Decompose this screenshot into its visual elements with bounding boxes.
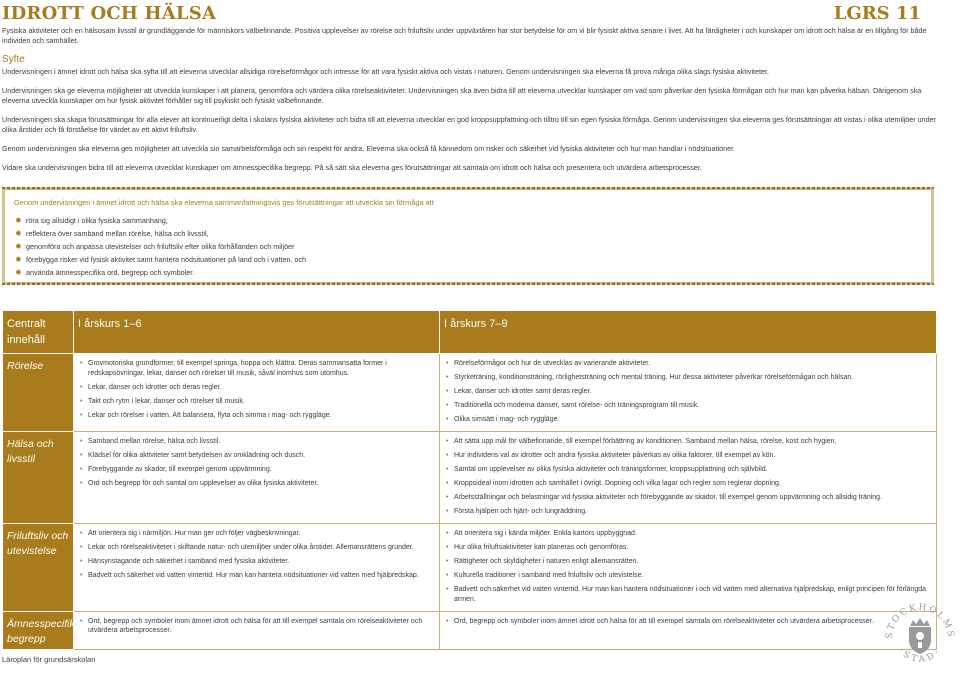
syfte-paragraph-3: Undervisningen ska skapa förutsättningar för alla elever att kontinuerligt delta i skolans fysiska aktiviteter och bidra till att eleverna utvecklar en god kroppsuppfattning och tilltro till sin egen fysiska förmåga. Genom undervisningen ska eleverna ges förutsättningar att vistas i olika utemiljöer under olika årstider och få förståelse för värdet av ett aktivt friluftsliv. <box>2 115 937 134</box>
list-item: • Lekar och rörelseaktiviteter i skiftande natur- och utemiljöer under olika årstider. Allemansrättens grunder. <box>78 543 435 553</box>
list-item: • Kroppsideal inom idrotten och samhället i övrigt. Dopning och vilka lagar och regler som reglerar dopning. <box>444 479 932 489</box>
list-item: • Olika simsätt i mag- och ryggläge. <box>444 415 932 425</box>
list-item: • Kulturella traditioner i samband med friluftsliv och utevistelse. <box>444 571 932 581</box>
list-item: • Att orientera sig i närmiljön. Hur man ger och följer vägbeskrivningar. <box>78 529 435 539</box>
row-label-rorelse: Rörelse <box>3 354 74 432</box>
list-item: • Traditionella och moderna danser, samt rörelse- och träningsprogram till musik. <box>444 401 932 411</box>
sun-bullet-icon: ✹ <box>15 229 22 238</box>
cell-grades-1-6 <box>74 354 440 432</box>
table-row <box>3 432 937 524</box>
goal-item: ✹ använda ämnesspecifika ord, begrepp och symboler. <box>15 268 195 277</box>
list-item: • Förebyggande av skador, till exempel genom uppvärmning. <box>78 465 435 475</box>
list-item: • Samband mellan rörelse, hälsa och livsstil. <box>78 437 435 447</box>
goal-item: ✹ reflektera över samband mellan rörelse, hälsa och livsstil, <box>15 229 209 238</box>
cell-grades-1-6 <box>74 611 440 649</box>
list-item: • Takt och rytm i lekar, danser och rörelser till musik. <box>78 397 435 407</box>
goals-box <box>2 187 934 285</box>
crown-shield-icon <box>909 618 931 654</box>
goals-list <box>15 214 306 279</box>
list-item: • Att orientera sig i kända miljöer. Enkla kartors uppbyggnad. <box>444 529 932 539</box>
list-item: • Hur olika friluftsaktiviteter kan planeras och genomföras. <box>444 543 932 553</box>
curriculum-badge: LGRS 11 <box>833 3 921 24</box>
sun-bullet-icon: ✹ <box>15 216 22 225</box>
list-item: • Samtal om upplevelser av olika fysiska aktiviteter och träningsformer, kroppsuppfattning och självbild. <box>444 465 932 475</box>
list-item: • Arbetsställningar och belastningar vid fysiska aktiviteter och förebyggande av skador, till exempel genom uppvärmning och allsidig träning. <box>444 493 932 503</box>
list-item: • Klädsel för olika aktiviteter samt betydelsen av omklädning och dusch. <box>78 451 435 461</box>
sun-bullet-icon: ✹ <box>15 255 22 264</box>
intro-paragraph: Fysiska aktiviteter och en hälsosam livsstil är grundläggande för människors välbefinnande. Positiva upplevelser av rörelse och friluftsliv under uppväxtåren har stor betydelse för om vi blir fysiskt aktiva senare i livet. Att ha färdigheter i och kunskaper om idrott och hälsa är en tillgång för både individen och samhället. <box>2 26 927 45</box>
list-item: • Rörelseförmågor och hur de utvecklas av varierande aktiviteter. <box>444 359 932 369</box>
sun-bullet-icon: ✹ <box>15 268 22 277</box>
content-table <box>2 310 937 650</box>
list-item: • Hänsynstagande och säkerhet i samband med fysiska aktiviteter. <box>78 557 435 567</box>
cell-grades-7-9 <box>440 524 937 612</box>
table-row <box>3 611 937 649</box>
column-header-grades-7-9: I årskurs 7–9 <box>440 311 937 354</box>
cell-grades-1-6 <box>74 524 440 612</box>
sun-bullet-icon: ✹ <box>15 242 22 251</box>
list-item: • Lekar och rörelser i vatten. Att balansera, flyta och simma i mag- och ryggläge. <box>78 411 435 421</box>
table-row <box>3 524 937 612</box>
goal-item: ✹ förebygga risker vid fysisk aktivitet samt hantera nödsituationer på land och i vatten, och <box>15 255 307 264</box>
table-header-row <box>3 311 937 354</box>
syfte-paragraph-4: Genom undervisningen ska eleverna ges möjligheter att utveckla sin samarbetsförmåga och sin respekt för andra. Eleverna ska också få kännedom om risker och säkerhet vid fysiska aktiviteter och hur man handlar i nödsituationer. <box>2 144 736 153</box>
list-item: • Hur individens val av idrotter och andra fysiska aktiviteter påverkas av olika faktorer, till exempel av kön. <box>444 451 932 461</box>
list-item: • Ord och begrepp för och samtal om upplevelser av olika fysiska aktiviteter. <box>78 479 435 489</box>
row-label-begrepp: Ämnesspecifika begrepp <box>3 611 74 649</box>
list-item: • Badvett och säkerhet vid vatten vintertid. Hur man kan hantera nödsituationer i och vid vatten med alternativa hjälpredskap, enligt principen för förlängda armen. <box>444 585 932 604</box>
goal-item: ✹ röra sig allsidigt i olika fysiska sammanhang, <box>15 216 168 225</box>
stockholms-stad-logo <box>882 598 958 674</box>
cell-grades-1-6 <box>74 432 440 524</box>
column-header-content: Centralt innehåll <box>3 311 74 354</box>
column-header-grades-1-6: I årskurs 1–6 <box>74 311 440 354</box>
cell-grades-7-9 <box>440 432 937 524</box>
page-title: IDROTT OCH HÄLSA <box>2 3 217 24</box>
row-label-friluftsliv: Friluftsliv och utevistelse <box>3 524 74 612</box>
svg-text:·STAD·: ·STAD· <box>896 646 944 666</box>
table-row <box>3 354 937 432</box>
list-item: • Badvett och säkerhet vid vatten vintertid. Hur man kan hantera nödsituationer vid vatten med hjälpredskap. <box>78 571 435 581</box>
list-item: • Första hjälpen och hjärt- och lungräddning. <box>444 507 932 517</box>
syfte-paragraph-2: Undervisningen ska ge eleverna möjligheter att utveckla kunskaper i att planera, genomföra och värdera olika rörelseaktiviteter. Undervisningen ska även bidra till att eleverna utvecklar kunskaper om vad som påverkar den fysiska förmågan och hur man kan påverka hälsan. Därigenom ska eleverna utveckla kunskaper om hur fysisk aktivitet förhåller sig till psykiskt och fysiskt välbefinnande. <box>2 86 922 105</box>
syfte-paragraph-5: Vidare ska undervisningen bidra till att eleverna utvecklar kunskaper om ämnesspecifika begrepp. På så sätt ska eleverna ges förutsättningar att samtala om idrott och hälsa och presentera och utvärdera arbetsprocesser. <box>2 163 702 172</box>
list-item: • Lekar, danser och idrotter samt deras regler. <box>444 387 932 397</box>
syfte-heading: Syfte <box>2 54 25 65</box>
footer-text: Läroplan för grundsärskolan <box>2 655 96 664</box>
goals-heading: Genom undervisningen i ämnet idrott och hälsa ska eleverna sammanfattningsvis ges förutsättningar att utveckla sin förmåga att <box>14 198 434 207</box>
syfte-paragraph-1: Undervisningen i ämnet idrott och hälsa ska syfta till att eleverna utvecklar allsidiga rörelseförmågor och intresse för att vara fysiskt aktiva och vistas i naturen. Genom undervisningen ska eleverna få prova många olika slags fysiska aktiviteter. <box>2 67 770 76</box>
list-item: • Ord, begrepp och symboler inom ämnet idrott och hälsa för att till exempel samtala om rörelseaktiviteter och utvärdera arbetsprocesser. <box>444 617 932 627</box>
list-item: • Styrketräning, konditionsträning, rörlighetsträning och mental träning. Hur dessa aktiviteter påverkar rörelseförmågan och hälsan. <box>444 373 932 383</box>
list-item: • Ord, begrepp och symboler inom ämnet idrott och hälsa för att till exempel samtala om rörelseaktiviteter och utvärdera arbetsprocesser. <box>78 617 435 636</box>
logo-text-arc: STOCKHOLMS <box>884 602 956 640</box>
list-item: • Att sätta upp mål för välbefinnande, till exempel förbättring av konditionen. Samband mellan hälsa, rörelse, kost och hygien. <box>444 437 932 447</box>
cell-grades-7-9 <box>440 354 937 432</box>
goal-item: ✹ genomföra och anpassa utevistelser och friluftsliv efter olika förhållanden och miljöer <box>15 242 295 251</box>
list-item: • Grovmotoriska grundformer, till exempel springa, hoppa och klättra. Deras sammansatta former i redskapsövningar, lekar, danser och rörelser till musik, såväl inomhus som utomhus. <box>78 359 435 378</box>
list-item: • Rättigheter och skyldigheter i naturen enligt allemansrätten. <box>444 557 932 567</box>
list-item: • Lekar, danser och idrotter och deras regler. <box>78 383 435 393</box>
row-label-halsa: Hälsa och livsstil <box>3 432 74 524</box>
cell-grades-7-9 <box>440 611 937 649</box>
